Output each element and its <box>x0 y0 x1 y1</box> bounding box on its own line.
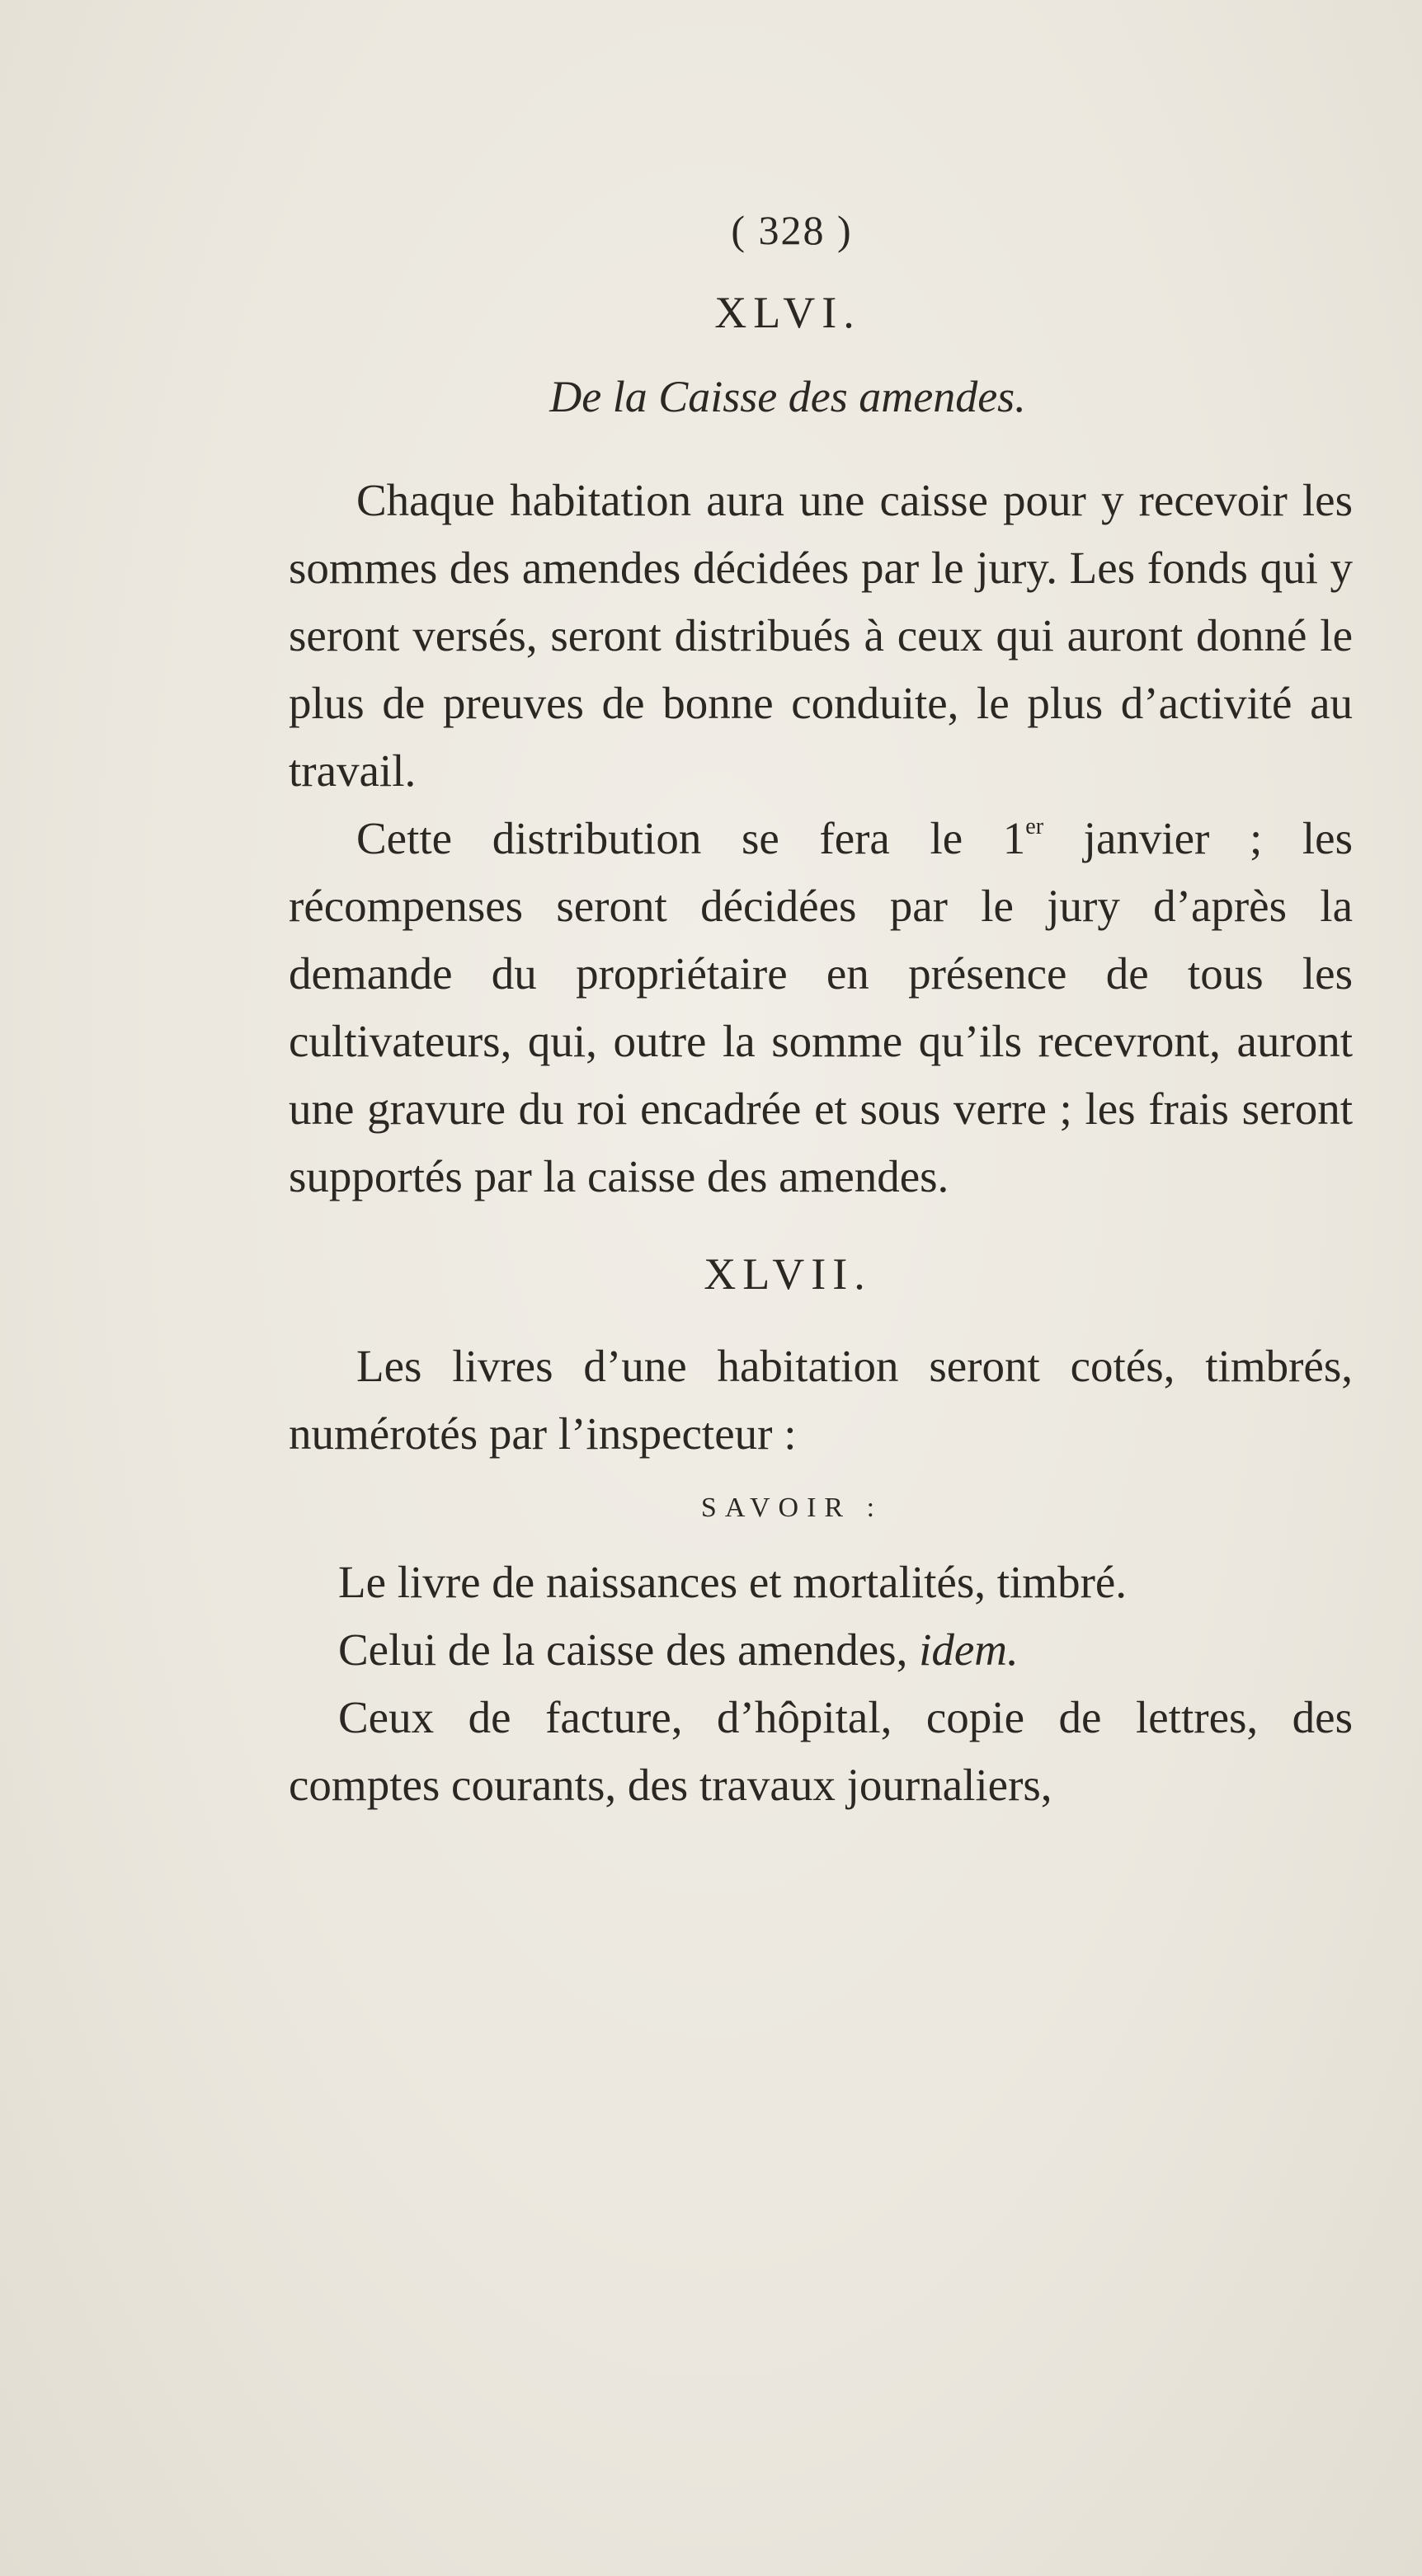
paragraph-text: Cette distribution se fera le 1 <box>356 813 1026 863</box>
list-item <box>289 1616 1353 1684</box>
section-heading-xlvii: XLVII. <box>704 1249 872 1299</box>
page-number: ( 328 ) <box>731 207 853 253</box>
section-subtitle: De la Caisse des amendes. <box>549 372 1026 421</box>
paragraph: Chaque habitation aura une caisse pour y recevoir les sommes des amendes décidées par le jury. Les fonds qui y seront versés, seront distribués à ceux qui auront donné le plus de preuves de bonne conduite, le plus d’activité au travail. <box>289 475 1353 796</box>
paragraph <box>289 805 1353 1210</box>
list-item: Ceux de facture, d’hôpital, copie de lettres, des comptes courants, des travaux journaliers, <box>289 1692 1353 1810</box>
list-item-italic: idem. <box>919 1624 1019 1675</box>
list-item-text: Celui de la caisse des amendes, <box>338 1624 920 1675</box>
savoir-heading: SAVOIR : <box>700 1492 883 1523</box>
paragraph: Les livres d’une habitation seront cotés, timbrés, numérotés par l’inspecteur : <box>289 1341 1353 1459</box>
section-heading-xlvi: XLVI. <box>714 288 861 337</box>
superscript: er <box>1025 814 1044 839</box>
page-text <box>289 206 1361 1819</box>
list-item: Le livre de naissances et mortalités, timbré. <box>338 1557 1128 1607</box>
paragraph-text: janvier ; les récompenses seront décidées par le jury d’après la demande du propriétaire en présence de tous les cultivateurs, qui, outre la somme qu’ils recevront, auront une gravure du roi encadrée et sous verre ; les frais seront supportés par la caisse des amendes. <box>289 813 1353 1201</box>
